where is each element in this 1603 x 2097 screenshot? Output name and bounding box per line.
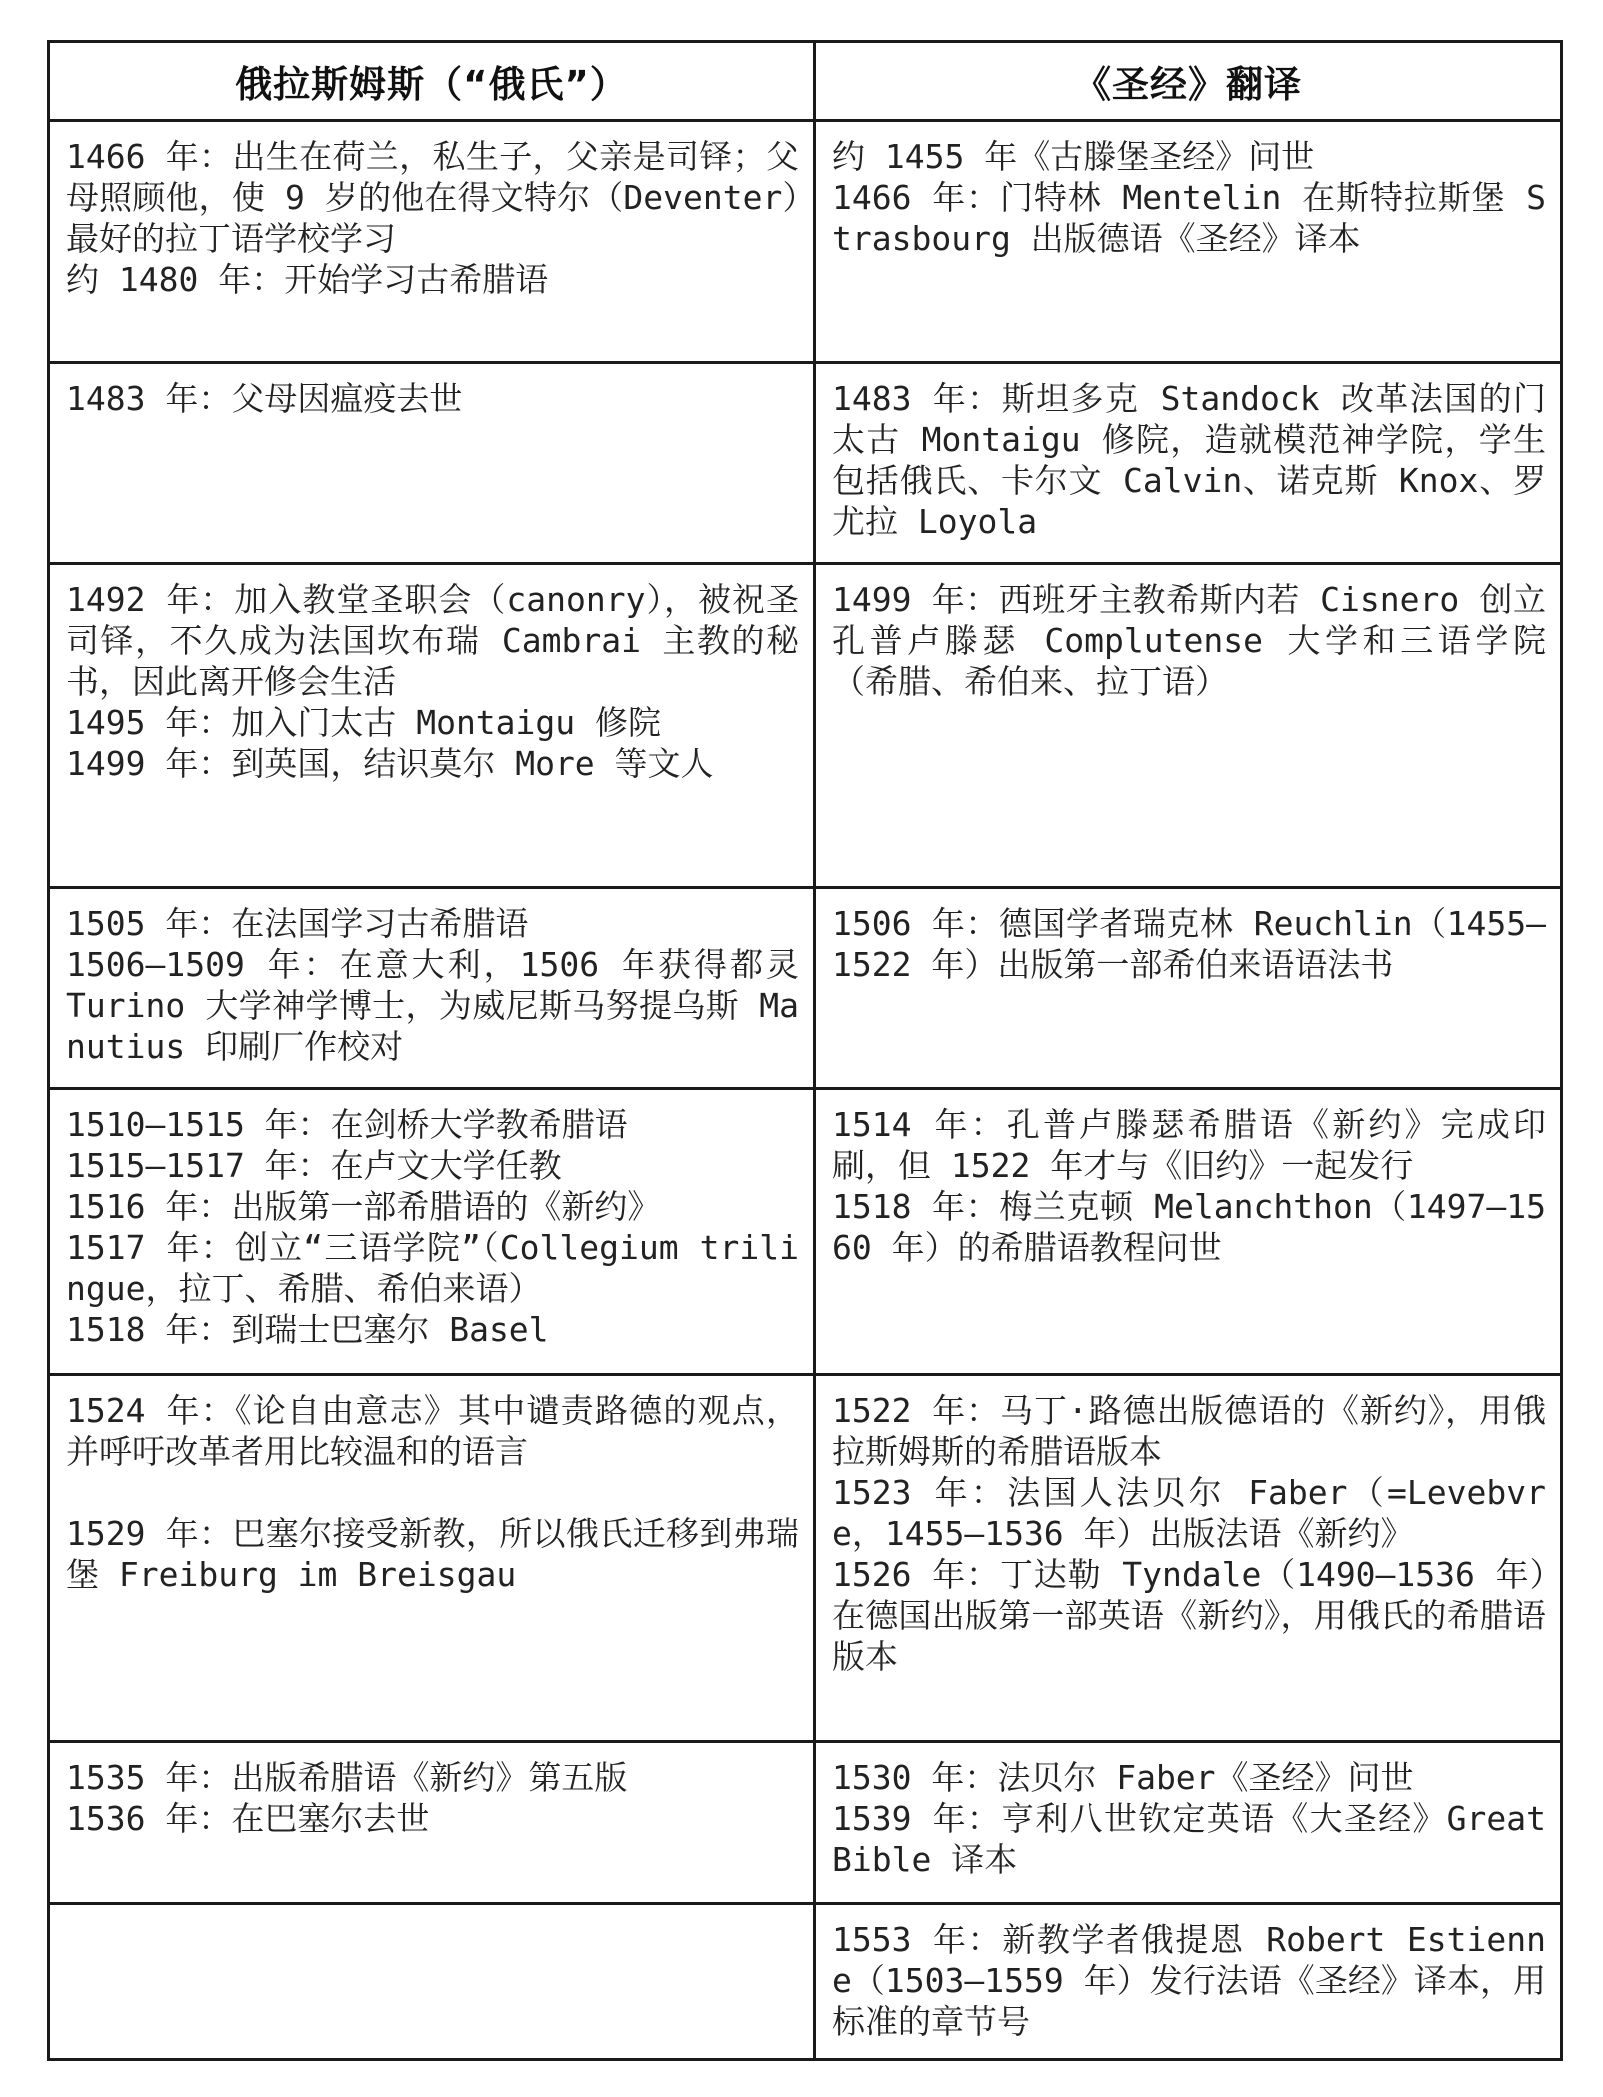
erasmus-entry: 1517 年：创立“三语学院”（Collegium trilingue，拉丁、希腊、希伯来语）: [66, 1228, 799, 1308]
bible-cell: [815, 1742, 1562, 1904]
bible-entry: 1466 年：门特林 Mentelin 在斯特拉斯堡 Strasbourg 出版德语《圣经》译本: [832, 178, 1546, 258]
header-bible-translation: 《圣经》翻译: [815, 42, 1562, 121]
bible-entry: 1499 年：西班牙主教希斯内若 Cisnero 创立孔普卢滕瑟 Complutense 大学和三语学院（希腊、希伯来、拉丁语）: [832, 580, 1546, 701]
table-row: [49, 564, 1562, 888]
table-row: [49, 363, 1562, 564]
table-row: [49, 1089, 1562, 1375]
bible-cell: [815, 121, 1562, 363]
bible-cell: [815, 1089, 1562, 1375]
bible-entry: 1553 年：新教学者俄提恩 Robert Estienne（1503–1559 年）发行法语《圣经》译本，用标准的章节号: [832, 1920, 1546, 2041]
bible-entry: 1530 年：法贝尔 Faber《圣经》问世: [832, 1758, 1414, 1797]
table-row: [49, 1375, 1562, 1742]
erasmus-cell: [49, 121, 815, 363]
bible-cell: [815, 1904, 1562, 2060]
table-row: [49, 888, 1562, 1089]
erasmus-cell: [49, 1089, 815, 1375]
erasmus-cell-empty: [49, 1904, 815, 2060]
erasmus-cell: [49, 1742, 815, 1904]
header-erasmus: 俄拉斯姆斯（“俄氏”）: [49, 42, 815, 121]
erasmus-entry: 约 1480 年：开始学习古希腊语: [66, 260, 549, 299]
timeline-table: [47, 40, 1563, 2061]
erasmus-entry: 1466 年：出生在荷兰，私生子，父亲是司铎；父母照顾他，使 9 岁的他在得文特尔（Deventer）最好的拉丁语学校学习: [66, 137, 799, 258]
bible-entry: 1514 年：孔普卢滕瑟希腊语《新约》完成印刷，但 1522 年才与《旧约》一起发行: [832, 1105, 1546, 1185]
erasmus-entry: 1495 年：加入门太古 Montaigu 修院: [66, 703, 662, 742]
erasmus-entry: 1535 年：出版希腊语《新约》第五版: [66, 1758, 628, 1797]
bible-entry: 约 1455 年《古滕堡圣经》问世: [832, 137, 1315, 176]
header-row: [49, 42, 1562, 121]
bible-cell: [815, 888, 1562, 1089]
bible-entry: 1518 年：梅兰克顿 Melanchthon（1497–1560 年）的希腊语教程问世: [832, 1187, 1546, 1267]
table-row: [49, 1742, 1562, 1904]
erasmus-entry: 1524 年：《论自由意志》其中谴责路德的观点，并呼吁改革者用比较温和的语言: [66, 1391, 799, 1471]
erasmus-cell: [49, 888, 815, 1089]
bible-entry: 1483 年：斯坦多克 Standock 改革法国的门太古 Montaigu 修院，造就模范神学院，学生包括俄氏、卡尔文 Calvin、诺克斯 Knox、罗尤拉 Loyola: [832, 379, 1546, 541]
bible-entry: 1506 年：德国学者瑞克林 Reuchlin（1455–1522 年）出版第一部希伯来语语法书: [832, 904, 1546, 984]
bible-entry: 1526 年：丁达勒 Tyndale（1490–1536 年）在德国出版第一部英语《新约》，用俄氏的希腊语版本: [832, 1555, 1546, 1676]
erasmus-entry: 1510–1515 年：在剑桥大学教希腊语: [66, 1105, 628, 1144]
table-row: [49, 121, 1562, 363]
erasmus-entry: 1536 年：在巴塞尔去世: [66, 1799, 430, 1838]
erasmus-cell: [49, 363, 815, 564]
bible-entry: 1522 年：马丁·路德出版德语的《新约》，用俄拉斯姆斯的希腊语版本: [832, 1391, 1546, 1471]
erasmus-entry: 1483 年：父母因瘟疫去世: [66, 379, 463, 418]
erasmus-cell: [49, 1375, 815, 1742]
erasmus-cell: [49, 564, 815, 888]
bible-entry: 1523 年：法国人法贝尔 Faber（=Levebvre，1455–1536 年）出版法语《新约》: [832, 1473, 1546, 1553]
erasmus-entry: 1505 年：在法国学习古希腊语: [66, 904, 529, 943]
erasmus-entry: 1518 年：到瑞士巴塞尔 Basel: [66, 1310, 549, 1349]
erasmus-entry: 1516 年：出版第一部希腊语的《新约》: [66, 1187, 661, 1226]
bible-cell: [815, 1375, 1562, 1742]
bible-cell: [815, 363, 1562, 564]
erasmus-entry: 1492 年：加入教堂圣职会（canonry），被祝圣司铎，不久成为法国坎布瑞 Cambrai 主教的秘书，因此离开修会生活: [66, 580, 799, 701]
erasmus-entry: 1515–1517 年：在卢文大学任教: [66, 1146, 562, 1185]
erasmus-entry: 1499 年：到英国，结识莫尔 More 等文人: [66, 744, 714, 783]
erasmus-entry: 1506–1509 年：在意大利，1506 年获得都灵 Turino 大学神学博士，为威尼斯马努提乌斯 Manutius 印刷厂作校对: [66, 945, 799, 1066]
erasmus-entry: 1529 年：巴塞尔接受新教，所以俄氏迁移到弗瑞堡 Freiburg im Breisgau: [66, 1514, 799, 1594]
table-row: [49, 1904, 1562, 2060]
bible-entry: 1539 年：亨利八世钦定英语《大圣经》Great Bible 译本: [832, 1799, 1546, 1879]
bible-cell: [815, 564, 1562, 888]
